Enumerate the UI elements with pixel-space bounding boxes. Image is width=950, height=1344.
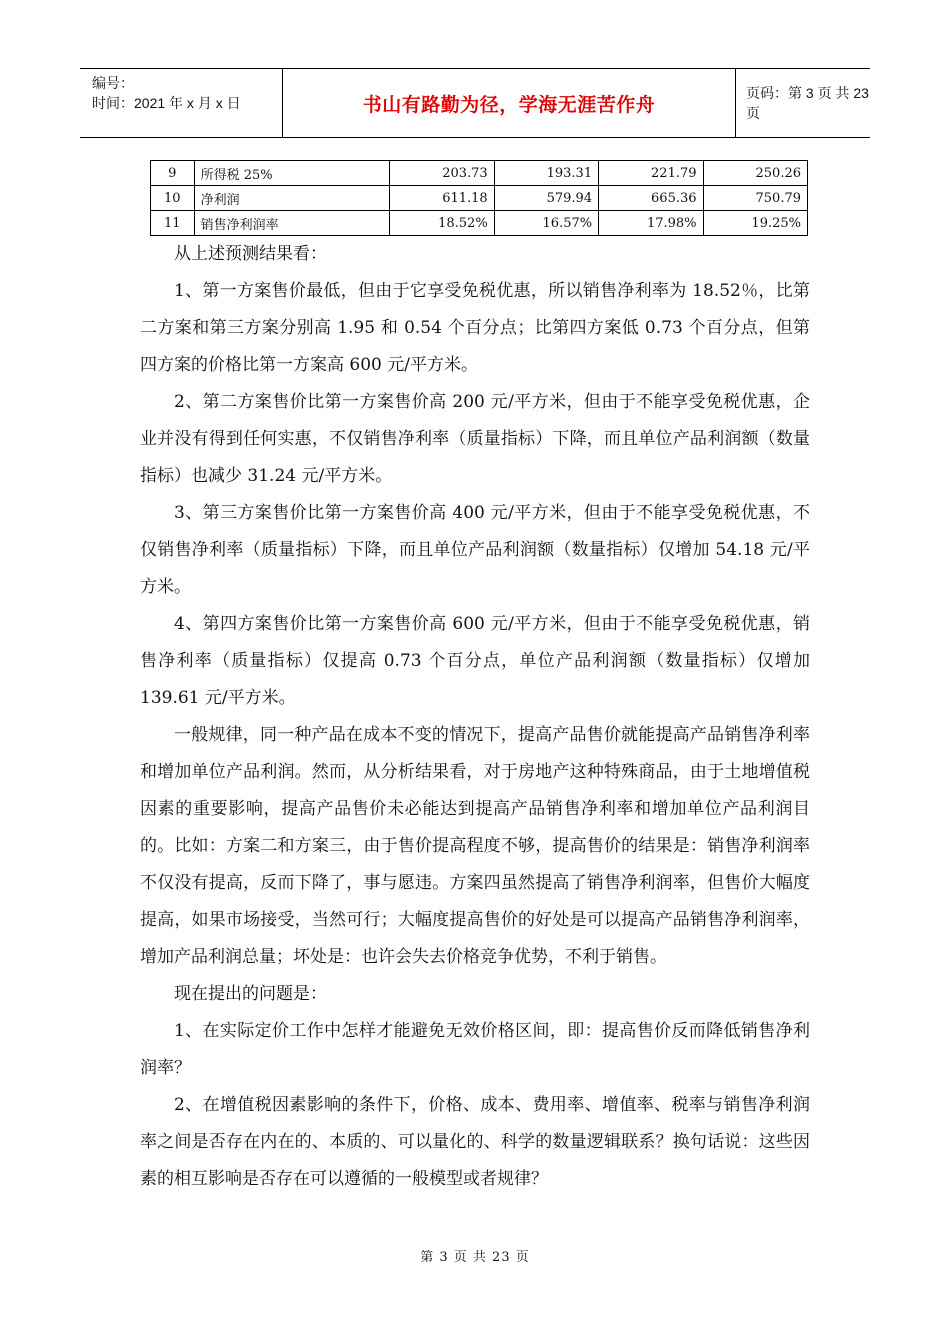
row-label: 销售净利润率 xyxy=(194,211,390,236)
document-date-label: 时间：2021 年 x 月 x 日 xyxy=(92,95,241,111)
row-number: 10 xyxy=(151,186,195,211)
table-row xyxy=(151,161,808,186)
paragraph: 4、第四方案售价比第一方案售价高 600 元/平方米，但由于不能享受免税优惠，销售净利率（质量指标）仅提高 0.73 个百分点，单位产品利润额（数量指标）仅增加 139.61 元/平方米。 xyxy=(140,614,810,708)
cell-value: 221.79 xyxy=(599,161,703,186)
row-label: 净利润 xyxy=(194,186,390,211)
document-body xyxy=(140,236,810,1198)
paragraph: 2、在增值税因素影响的条件下，价格、成本、费用率、增值率、税率与销售净利润率之间是否存在内在的、本质的、可以量化的、科学的数量逻辑联系？换句话说：这些因素的相互影响是否存在可以遵循的一般模型或者规律？ xyxy=(140,1095,810,1189)
document-number-label: 编号： xyxy=(92,75,134,91)
paragraph: 现在提出的问题是： xyxy=(174,984,327,1004)
cell-value: 750.79 xyxy=(703,186,807,211)
row-number: 9 xyxy=(151,161,195,186)
paragraph: 从上述预测结果看： xyxy=(174,244,327,264)
cell-value: 665.36 xyxy=(599,186,703,211)
page-footer: 第 3 页 共 23 页 xyxy=(420,1250,530,1265)
cell-value: 203.73 xyxy=(390,161,494,186)
table-row xyxy=(151,186,808,211)
cell-value: 250.26 xyxy=(703,161,807,186)
cell-value: 17.98% xyxy=(599,211,703,236)
cell-value: 16.57% xyxy=(494,211,598,236)
paragraph: 3、第三方案售价比第一方案售价高 400 元/平方米，但由于不能享受免税优惠，不仅销售净利率（质量指标）下降，而且单位产品利润额（数量指标）仅增加 54.18 元/平方米。 xyxy=(140,503,810,597)
paragraph: 一般规律，同一种产品在成本不变的情况下，提高产品售价就能提高产品销售净利率和增加单位产品利润。然而，从分析结果看，对于房地产这种特殊商品，由于土地增值税因素的重要影响，提高产品售价未必能达到提高产品销售净利率和增加单位产品利润目的。比如：方案二和方案三，由于售价提高程度不够，提高售价的结果是：销售净利润率不仅没有提高，反而下降了，事与愿违。方案四虽然提高了销售净利润率，但售价大幅度提高，如果市场接受，当然可行；大幅度提高售价的好处是可以提高产品销售净利润率，增加产品利润总量；坏处是：也许会失去价格竞争优势，不利于销售。 xyxy=(140,725,810,967)
header-page-info: 页码：第 3 页 共 23 页 xyxy=(746,85,869,121)
cell-value: 19.25% xyxy=(703,211,807,236)
paragraph: 1、在实际定价工作中怎样才能避免无效价格区间，即：提高售价反而降低销售净利润率？ xyxy=(140,1021,810,1078)
header-meta xyxy=(80,69,282,137)
cell-value: 579.94 xyxy=(494,186,598,211)
row-label: 所得税 25% xyxy=(194,161,390,186)
cell-value: 193.31 xyxy=(494,161,598,186)
header-motto: 书山有路勤为径，学海无涯苦作舟 xyxy=(362,93,656,116)
forecast-table xyxy=(150,160,808,236)
row-number: 11 xyxy=(151,211,195,236)
paragraph: 1、第一方案售价最低，但由于它享受免税优惠，所以销售净利率为 18.52％，比第二方案和第三方案分别高 1.95 和 0.54 个百分点；比第四方案低 0.73 个百分点，但第四方案的价格比第一方案高 600 元/平方米。 xyxy=(140,281,810,375)
page-header xyxy=(80,68,870,138)
paragraph: 2、第二方案售价比第一方案售价高 200 元/平方米，但由于不能享受免税优惠，企业并没有得到任何实惠，不仅销售净利率（质量指标）下降，而且单位产品利润额（数量指标）也减少 31.24 元/平方米。 xyxy=(140,392,810,486)
cell-value: 611.18 xyxy=(390,186,494,211)
table-row xyxy=(151,211,808,236)
cell-value: 18.52% xyxy=(390,211,494,236)
header-motto-cell xyxy=(282,69,736,137)
